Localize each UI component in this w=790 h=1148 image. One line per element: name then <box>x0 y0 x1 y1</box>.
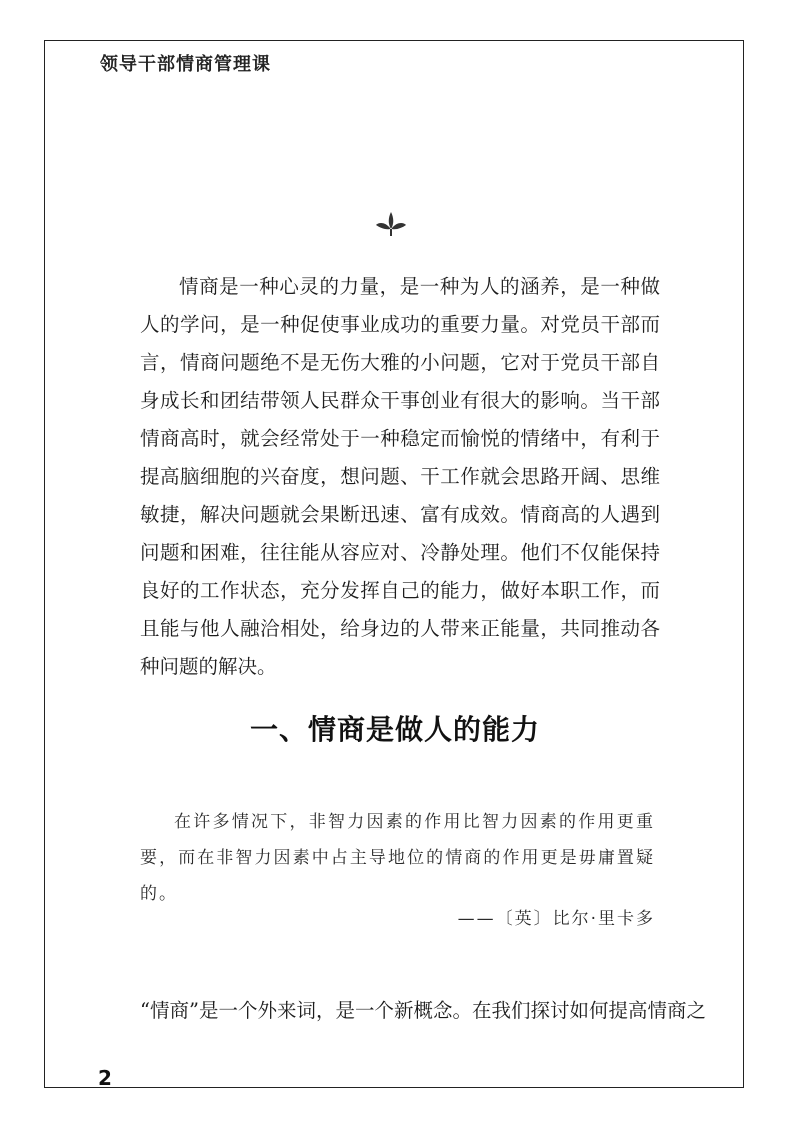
intro-paragraph: 情商是一种心灵的力量，是一种为人的涵养，是一种做人的学问，是一种促使事业成功的重要力量。对党员干部而言，情商问题绝不是无伤大雅的小问题，它对于党员干部自身成长和团结带领人民群众干事创业有很大的影响。当干部情商高时，就会经常处于一种稳定而愉悦的情绪中，有利于提高脑细胞的兴奋度，想问题、干工作就会思路开阔、思维敏捷，解决问题就会果断迅速、富有成效。情商高的人遇到问题和困难，往往能从容应对、冷静处理。他们不仅能保持良好的工作状态，充分发挥自己的能力，做好本职工作，而且能与他人融洽相处，给身边的人带来正能量，共同推动各种问题的解决。 <box>140 275 660 678</box>
intro-text <box>140 268 660 686</box>
epigraph-attribution: ——〔英〕比尔·里卡多 <box>457 909 655 929</box>
epigraph <box>140 804 655 912</box>
body-first-line: “情商”是一个外来词，是一个新概念。在我们探讨如何提高情商之 <box>140 999 706 1022</box>
section-title: 一、情商是做人的能力 <box>249 713 540 746</box>
epigraph-quote: 在许多情况下，非智力因素的作用比智力因素的作用更重要，而在非智力因素中占主导地位的情商的作用更是毋庸置疑的。 <box>140 812 655 904</box>
page-number: 2 <box>98 1066 112 1090</box>
leaf-ornament-icon <box>375 210 407 238</box>
running-head-title: 领导干部情商管理课 <box>100 54 271 75</box>
